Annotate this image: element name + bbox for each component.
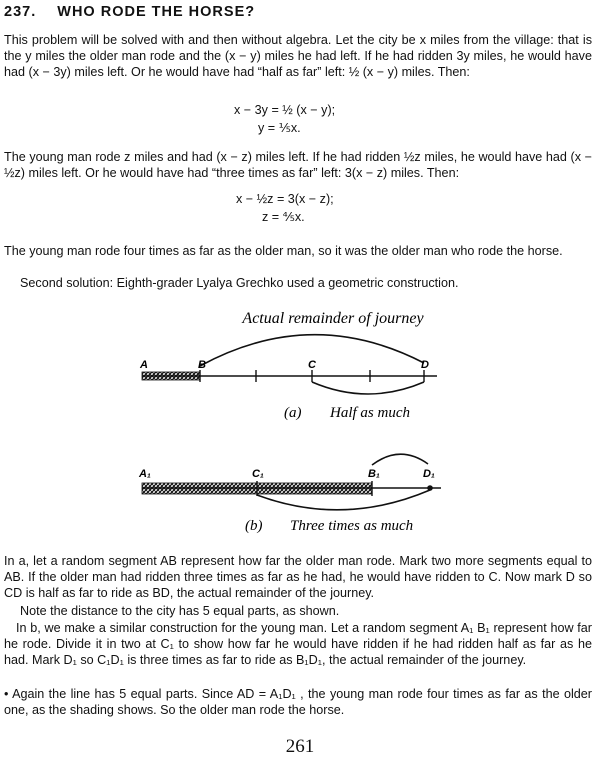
paragraph-algebra-intro: This problem will be solved with and then without algebra. Let the city be x miles from the village: that is the y miles the older man rode and the (x − y) miles he had left. If he had ridden 3y miles, he would have had (x − 3y) miles left. Or he would have had “half as far” left: ½ (x − y) miles. Then: (4, 33, 592, 80)
top-caption: Actual remainder of journey (242, 310, 424, 327)
figure-a (139, 359, 437, 421)
half-arc-cd (312, 382, 424, 394)
point-label-a: A (140, 359, 148, 371)
equation-line: x − 3y = ½ (x − y); (234, 103, 336, 117)
page-number: 261 (285, 736, 315, 757)
problem-heading (4, 4, 255, 20)
problem-number: 237. (4, 4, 37, 20)
arc-b1-d1 (372, 454, 428, 465)
point-label-b: B (198, 359, 206, 371)
equation-line: x − ½z = 3(x − z); (236, 192, 334, 206)
point-label-c: C (308, 359, 316, 371)
equation-line: z = ⅘x. (262, 210, 305, 224)
point-label-d1: D₁ (423, 468, 435, 480)
paragraph-equal-parts: Note the distance to the city has 5 equal parts, as shown. (20, 604, 340, 618)
equations-older-man (234, 103, 335, 137)
paragraph-construction-b: In b, we make a similar construction for the young man. Let a random segment A₁ B₁ represent how far he rode. Divide it in two at C₁ to show how far he would have ridden if he had ridden half as far as he had. Mark D₁ so C₁D₁ is three times as far to ride as B₁D₁, the actual remainder of the journey. (4, 621, 592, 668)
point-label-a1: A₁ (139, 468, 151, 480)
point-label-b1: B₁ (368, 468, 380, 480)
figure-b (138, 454, 441, 534)
paragraph-young-man: The young man rode z miles and had (x − z) miles left. If he had ridden ½z miles, he would have had (x − ½z) miles left. Or he would have had “three times as far” left: 3(x − z) miles. Then: (4, 150, 592, 181)
equation-line: y = ⅕x. (258, 121, 301, 135)
caption-b-text: Three times as much (290, 518, 414, 534)
problem-title: WHO RODE THE HORSE? (57, 4, 256, 20)
equations-young-man (236, 192, 334, 226)
point-label-d: D (421, 359, 429, 371)
geometric-construction-diagram (0, 300, 600, 550)
caption-b-letter: (b) (245, 518, 263, 534)
point-label-c1: C₁ (252, 468, 264, 480)
caption-a-text: Half as much (330, 405, 410, 421)
caption-a-letter: (a) (284, 405, 302, 421)
paragraph-construction-a: In a, let a random segment AB represent how far the older man rode. Mark two more segments equal to AB. If the older man had ridden three times as far as he had, he would have ridden to C. Now mark D so CD is half as far to ride as BD, the actual remainder of the journey. (4, 554, 592, 601)
paragraph-second-solution: Second solution: Eighth-grader Lyalya Grechko used a geometric construction. (20, 276, 459, 290)
paragraph-conclusion: The young man rode four times as far as the older man, so it was the older man who rode the horse. (4, 244, 563, 258)
paragraph-final-conclusion: • Again the line has 5 equal parts. Since AD = A₁D₁ , the young man rode four times as far as the older one, as the shading shows. So the older man rode the horse. (4, 687, 592, 718)
